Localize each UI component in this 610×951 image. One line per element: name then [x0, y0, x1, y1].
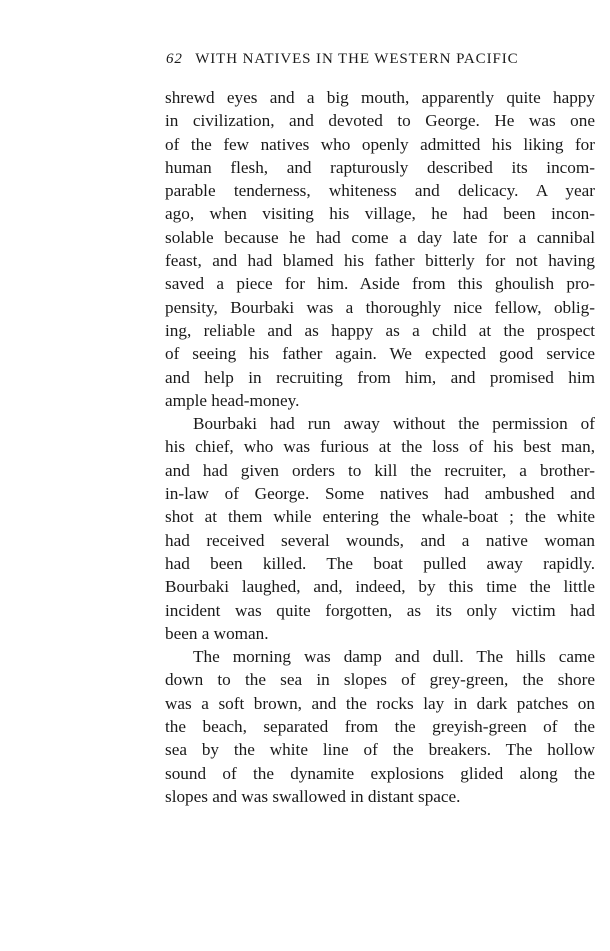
text-line: incident was quite forgotten, as its only victim had [165, 600, 595, 620]
text-line: in-law of George. Some natives had ambushed and [165, 484, 595, 504]
text-line: of the few natives who openly admitted his liking for [165, 134, 595, 154]
paragraph [165, 412, 595, 645]
text-line: parable tenderness, whiteness and delicacy. A year [165, 181, 595, 201]
text-line: in civilization, and devoted to George. He was one [165, 111, 595, 131]
text-line: had received several wounds, and a native woman [165, 530, 595, 550]
text-line: sea by the white line of the breakers. The hollow [165, 740, 595, 760]
text-line: the beach, separated from the greyish-green of the [165, 717, 595, 737]
body-text [165, 86, 595, 808]
text-line: had been killed. The boat pulled away rapidly. [165, 553, 595, 573]
paragraph [165, 645, 595, 808]
text-line: solable because he had come a day late for a cannibal [165, 227, 595, 247]
text-line: saved a piece for him. Aside from this ghoulish pro- [165, 274, 595, 294]
text-line: of seeing his father again. We expected good service [165, 344, 595, 364]
text-line: and had given orders to kill the recruiter, a brother- [165, 460, 595, 480]
running-title: WITH NATIVES IN THE WESTERN PACIFIC [195, 51, 519, 67]
text-line: slopes and was swallowed in distant space. [165, 786, 461, 806]
text-line: and help in recruiting from him, and promised him [165, 367, 595, 387]
text-line: ago, when visiting his village, he had been incon- [165, 204, 595, 224]
text-line: ing, reliable and as happy as a child at the prospect [165, 320, 595, 340]
text-line: feast, and had blamed his father bitterly for not having [165, 251, 595, 271]
text-line: pensity, Bourbaki was a thoroughly nice fellow, oblig- [165, 297, 595, 317]
text-line: down to the sea in slopes of grey-green, the shore [165, 670, 595, 690]
text-line: sound of the dynamite explosions glided along the [165, 763, 595, 783]
text-line: was a soft brown, and the rocks lay in dark patches on [165, 693, 595, 713]
text-line: human flesh, and rapturously described its incom- [165, 157, 595, 177]
text-line: his chief, who was furious at the loss of his best man, [165, 437, 595, 457]
running-header [166, 51, 596, 79]
text-line: Bourbaki laughed, and, indeed, by this time the little [165, 577, 595, 597]
text-line: shrewd eyes and a big mouth, apparently quite happy [165, 88, 595, 107]
text-line: shot at them while entering the whale-boat ; the white [165, 507, 595, 527]
text-line: ample head-money. [165, 390, 300, 410]
text-line: been a woman. [165, 623, 269, 643]
text-line: Bourbaki had run away without the permission of [193, 414, 595, 434]
page-number: 62 [166, 51, 183, 67]
text-line: The morning was damp and dull. The hills came [193, 647, 595, 667]
paragraph [165, 86, 595, 412]
